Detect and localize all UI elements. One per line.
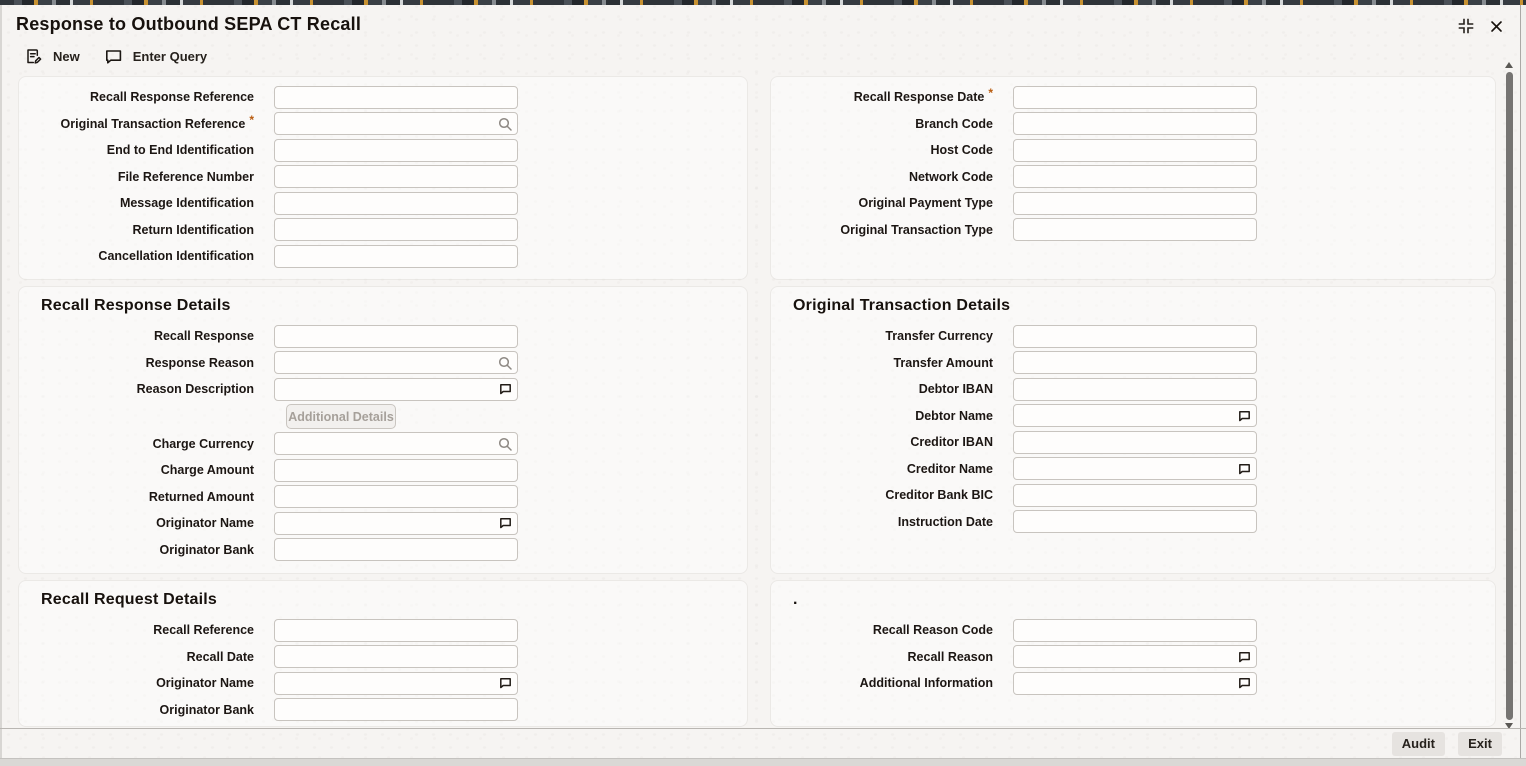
section-title-original-transaction-details: Original Transaction Details [793,297,1011,314]
field-label: Originator Bank [159,542,254,557]
creditor-name-field [1013,457,1257,480]
field-row [19,697,747,724]
recall-response-date-input[interactable] [1014,87,1256,108]
editor-bubble-icon[interactable] [1238,409,1251,422]
field-label: Reason Description [136,382,254,397]
end-to-end-identification-field [274,139,518,162]
field-label: File Reference Number [117,169,254,184]
recall-response-date-field [1013,86,1257,109]
field-label: End to End Identification [106,143,254,158]
field-row [19,537,747,564]
recall-reason-input[interactable] [1014,646,1256,667]
toolbar [2,42,1520,70]
original-transaction-type-field [1013,218,1257,241]
host-code-input[interactable] [1014,140,1256,161]
debtor-name-input[interactable] [1014,405,1256,426]
creditor-bank-bic-field [1013,484,1257,507]
reason-description-field [274,378,518,401]
field-row [771,376,1495,403]
header-fields-right-panel [770,76,1496,280]
field-label: Branch Code [915,116,993,131]
field-row [771,84,1495,111]
additional-information-field [1013,672,1257,695]
footer-bar [0,728,1526,758]
originator-name-field [274,512,518,535]
field-label: Originator Name [156,516,254,531]
originator-bank-input[interactable] [275,539,517,560]
field-row [19,617,747,644]
transfer-currency-field [1013,325,1257,348]
query-bubble-icon [104,47,123,66]
originator-bank-field [274,538,518,561]
section-title-recall-request-details: Recall Request Details [41,591,218,608]
field-row [19,484,747,511]
transfer-currency-input[interactable] [1014,326,1256,347]
request-originator-bank-input[interactable] [275,699,517,720]
transfer-amount-input[interactable] [1014,352,1256,373]
header-fields-left-panel [18,76,748,280]
field-label: Additional Information [859,676,993,691]
returned-amount-input[interactable] [275,486,517,507]
field-row [771,403,1495,430]
field-row [771,350,1495,377]
field-row [771,137,1495,164]
editor-bubble-icon[interactable] [499,383,512,396]
field-row [771,509,1495,536]
response-reason-input[interactable] [275,352,517,373]
recall-date-input[interactable] [275,646,517,667]
field-row [19,190,747,217]
recall-response-details-panel [18,286,748,574]
debtor-iban-field [1013,378,1257,401]
end-to-end-identification-input[interactable] [275,140,517,161]
title-bar [2,5,1520,43]
return-identification-input[interactable] [275,219,517,240]
exit-button[interactable]: Exit [1458,732,1502,756]
field-label: Return Identification [132,222,254,237]
branch-code-field [1013,112,1257,135]
close-icon[interactable] [1486,16,1506,36]
message-identification-field [274,192,518,215]
field-label: Creditor IBAN [910,435,993,450]
creditor-iban-field [1013,431,1257,454]
network-code-input[interactable] [1014,166,1256,187]
cancellation-identification-field [274,245,518,268]
field-row [771,670,1495,697]
field-label: Charge Currency [152,436,254,451]
field-label: Original Transaction Reference [60,116,246,131]
field-label: Instruction Date [897,514,993,529]
return-identification-field [274,218,518,241]
field-row [19,510,747,537]
field-row [19,164,747,191]
originator-name-input[interactable] [275,513,517,534]
field-label: Originator Name [156,676,254,691]
field-row [771,482,1495,509]
field-label: Recall Reason [907,649,993,664]
creditor-iban-input[interactable] [1014,432,1256,453]
reason-description-input[interactable] [275,379,517,400]
original-transaction-reference-input[interactable] [275,113,517,134]
enter-query-button[interactable] [104,47,207,66]
section-title-dot: . [793,591,798,608]
request-originator-name-input[interactable] [275,673,517,694]
creditor-bank-bic-input[interactable] [1014,485,1256,506]
field-row [771,644,1495,671]
field-label: Originator Bank [159,702,254,717]
original-payment-type-field [1013,192,1257,215]
section-title-recall-response-details: Recall Response Details [41,297,231,314]
page-title: Response to Outbound SEPA CT Recall [16,14,362,34]
branch-code-input[interactable] [1014,113,1256,134]
recall-reason-code-input[interactable] [1014,620,1256,641]
file-reference-number-field [274,165,518,188]
unpin-collapse-icon[interactable] [1456,16,1476,36]
field-label: Recall Date [186,649,254,664]
recall-response-reference-field [274,86,518,109]
field-row [771,164,1495,191]
charge-amount-input[interactable] [275,460,517,481]
field-row [19,243,747,270]
transfer-amount-field [1013,351,1257,374]
field-row [771,111,1495,138]
audit-button[interactable]: Audit [1392,732,1445,756]
recall-reason-field [1013,645,1257,668]
new-button[interactable] [24,47,80,66]
recall-response-reference-input[interactable] [275,87,517,108]
field-row [19,84,747,111]
scrollbar-up-icon[interactable] [1505,62,1513,68]
field-row [771,323,1495,350]
field-row [19,670,747,697]
editor-bubble-icon[interactable] [499,517,512,530]
network-code-field [1013,165,1257,188]
scrollbar-thumb[interactable] [1506,72,1513,720]
debtor-iban-input[interactable] [1014,379,1256,400]
charge-amount-field [274,459,518,482]
required-asterisk: * [249,112,254,127]
field-row [19,457,747,484]
enter-query-button-label: Enter Query [132,48,208,64]
instruction-date-input[interactable] [1014,511,1256,532]
editor-bubble-icon[interactable] [1238,677,1251,690]
new-document-icon [24,47,43,66]
additional-information-input[interactable] [1014,673,1256,694]
original-payment-type-input[interactable] [1014,193,1256,214]
recall-response-field [274,325,518,348]
charge-currency-field [274,432,518,455]
field-label: Creditor Bank BIC [885,488,993,503]
field-row [19,431,747,458]
window-right-gutter [1521,5,1526,766]
search-icon[interactable] [498,117,512,131]
field-label: Original Payment Type [858,196,993,211]
window-bottom-strip [0,758,1526,766]
field-row [19,350,747,377]
field-label: Recall Reference [153,623,254,638]
field-label: Response Reason [145,355,254,370]
field-label: Cancellation Identification [98,249,254,264]
creditor-name-input[interactable] [1014,458,1256,479]
recall-reason-code-field [1013,619,1257,642]
new-button-label: New [53,48,80,64]
cancellation-identification-input[interactable] [275,246,517,267]
field-label: Recall Response Date [853,90,985,105]
original-transaction-type-input[interactable] [1014,219,1256,240]
field-label: Recall Response Reference [90,90,254,105]
window-controls [1456,16,1506,36]
original-transaction-reference-field [274,112,518,135]
field-row [771,190,1495,217]
search-icon[interactable] [498,356,512,370]
field-label: Transfer Currency [885,329,993,344]
request-originator-name-field [274,672,518,695]
charge-currency-input[interactable] [275,433,517,454]
field-row [19,217,747,244]
search-icon[interactable] [498,437,512,451]
field-label: Debtor IBAN [918,382,993,397]
field-row [19,323,747,350]
recall-request-details-panel [18,580,748,727]
additional-details-row [19,403,747,431]
request-originator-bank-field [274,698,518,721]
field-label: Debtor Name [915,408,993,423]
vertical-scrollbar[interactable] [1504,60,1514,730]
field-row [771,429,1495,456]
required-asterisk: * [988,86,993,101]
field-label: Recall Reason Code [872,623,993,638]
field-row [19,644,747,671]
editor-bubble-icon[interactable] [1238,650,1251,663]
misc-details-panel [770,580,1496,727]
debtor-name-field [1013,404,1257,427]
recall-response-input[interactable] [275,326,517,347]
field-label: Creditor Name [906,461,993,476]
recall-date-field [274,645,518,668]
field-label: Returned Amount [148,489,254,504]
field-label: Recall Response [153,329,254,344]
field-label: Host Code [930,143,993,158]
field-label: Original Transaction Type [840,222,993,237]
field-row [19,376,747,403]
field-row [771,617,1495,644]
recall-reference-field [274,619,518,642]
instruction-date-field [1013,510,1257,533]
recall-reference-input[interactable] [275,620,517,641]
field-row [771,456,1495,483]
returned-amount-field [274,485,518,508]
host-code-field [1013,139,1257,162]
additional-details-button[interactable]: Additional Details [286,404,396,429]
field-row [771,217,1495,244]
window-left-border [0,5,2,766]
original-transaction-details-panel [770,286,1496,574]
editor-bubble-icon[interactable] [1238,462,1251,475]
file-reference-number-input[interactable] [275,166,517,187]
response-reason-field [274,351,518,374]
message-identification-input[interactable] [275,193,517,214]
field-label: Message Identification [119,196,254,211]
editor-bubble-icon[interactable] [499,677,512,690]
field-label: Transfer Amount [893,355,993,370]
field-row [19,137,747,164]
field-row [19,111,747,138]
field-label: Charge Amount [160,463,254,478]
field-label: Network Code [908,169,993,184]
